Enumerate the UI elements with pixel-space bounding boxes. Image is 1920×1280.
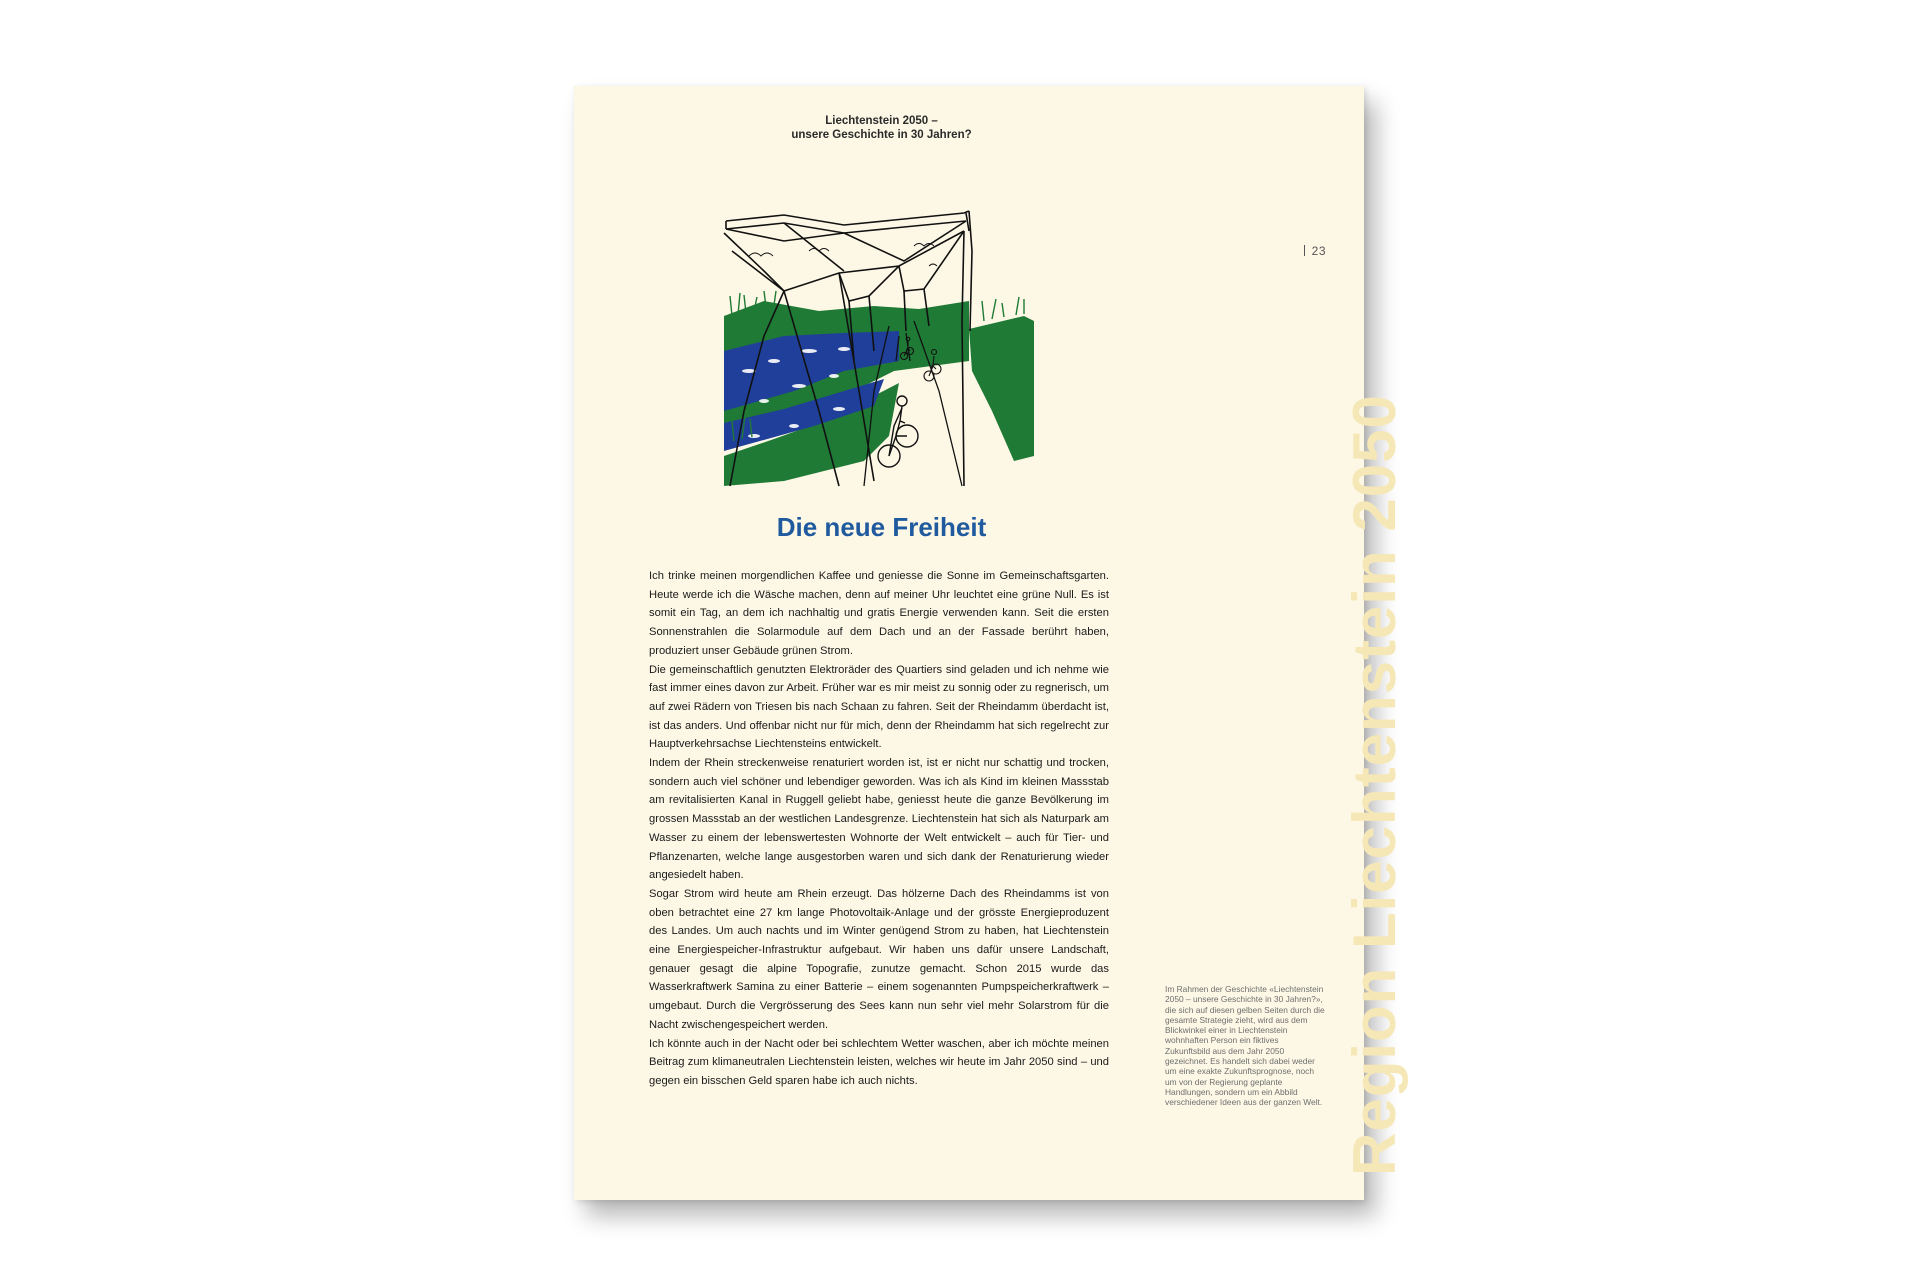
body-paragraph: Indem der Rhein streckenweise renaturiert worden ist, ist er nicht nur schattig und trocken, sondern auch viel schöner und lebendiger geworden. Was ich als Kind im kleinen Massstab am revitalisierten Kanal in Ruggell geliebt habe, geniesst heute die ganze Bevölkerung im grossen Massstab an der westlichen Landesgrenze. Liechtenstein hat sich als Naturpark am Wasser zu einem der lebenswertesten Wohnorte der Welt entwickelt – auch für Tier- und Pflanzenarten, welche lange ausgestorben waren und sich dank der Renaturierung wieder angesiedelt haben. xyxy=(649,757,1109,882)
document-page xyxy=(574,86,1408,1200)
body-paragraph: Die gemeinschaftlich genutzten Elektroräder des Quartiers sind geladen und ich nehme wie fast immer eines davon zur Arbeit. Früher war es mir meist zu sonnig oder zu regnerisch, um auf zwei Rädern von Triesen bis nach Schaan zu fahren. Seit der Rheindamm überdacht ist, ist das anders. Und offenbar nicht nur für mich, denn der Rheindamm hat sich regelrecht zur Hauptverkehrsachse Liechtensteins entwickelt. xyxy=(649,663,1109,751)
page-number-divider xyxy=(1304,245,1305,256)
article-body xyxy=(649,567,1109,1091)
running-head-line-2: unsere Geschichte in 30 Jahren? xyxy=(791,129,972,141)
side-note: Im Rahmen der Geschichte «Liechtenstein 2050 – unsere Geschichte in 30 Jahren?», die sich auf diesen gelben Seiten durch die gesamte Strategie zieht, wird aus dem Blickwinkel einer in Liechtenstein wohnhaften Person ein fiktives Zukunftsbild aus dem Jahr 2050 gezeichnet. Es handelt sich dabei weder um eine exakte Zukunftsprognose, noch um von der Regierung geplante Handlungen, sondern um ein Abbild verschiedener Ideen aus der ganzen Welt. xyxy=(1165,984,1325,1108)
body-paragraph: Ich trinke meinen morgendlichen Kaffee und geniesse die Sonne im Gemeinschaftsgarten. Heute werde ich die Wäsche machen, denn auf meiner Uhr leuchtet eine grüne Null. Es ist somit ein Tag, an dem ich nachhaltig und gratis Energie verwenden kann. Seit die ersten Sonnenstrahlen die Solarmodule auf dem Dach und an der Fassade berührt haben, produziert unser Gebäude grünen Strom. xyxy=(649,570,1109,657)
running-head-line-1: Liechtenstein 2050 – xyxy=(825,115,938,127)
page-number xyxy=(1304,244,1326,258)
article-headline: Die neue Freiheit xyxy=(776,512,987,542)
page-number-value: 23 xyxy=(1311,244,1326,258)
body-paragraph: Sogar Strom wird heute am Rhein erzeugt. Das hölzerne Dach des Rheindamms ist von oben betrachtet eine 27 km lange Photovoltaik-Anlage und der grösste Energieproduzent des Landes. Um auch nachts und im Winter genügend Strom zu haben, hat Liechtenstein eine Energiespeicher-Infrastruktur aufgebaut. Wir haben uns dafür unsere Landschaft, genauer gesagt die alpine Topografie, zunutze gemacht. Schon 2015 wurde das Wasserkraftwerk Samina zu einer Batterie – einem sogenannten Pumpspeicherkraftwerk – umgebaut. Durch die Vergrösserung des Sees kann nun sehr viel mehr Solarstrom für die Nacht zwischengespeichert werden. xyxy=(649,887,1109,1031)
vertical-section-title: Region Liechtenstein 2050 xyxy=(1341,394,1408,1176)
body-paragraph: Ich könnte auch in der Nacht oder bei schlechtem Wetter waschen, aber ich möchte meinen Beitrag zum klimaneutralen Liechtenstein leisten, welches wir heute im Jahr 2050 sind – und gegen ein bisschen Geld sparen habe ich auch nichts. xyxy=(649,1037,1109,1087)
bridge-bicycle-illustration xyxy=(724,211,1034,486)
running-head xyxy=(574,114,1189,142)
clouds xyxy=(749,244,937,267)
